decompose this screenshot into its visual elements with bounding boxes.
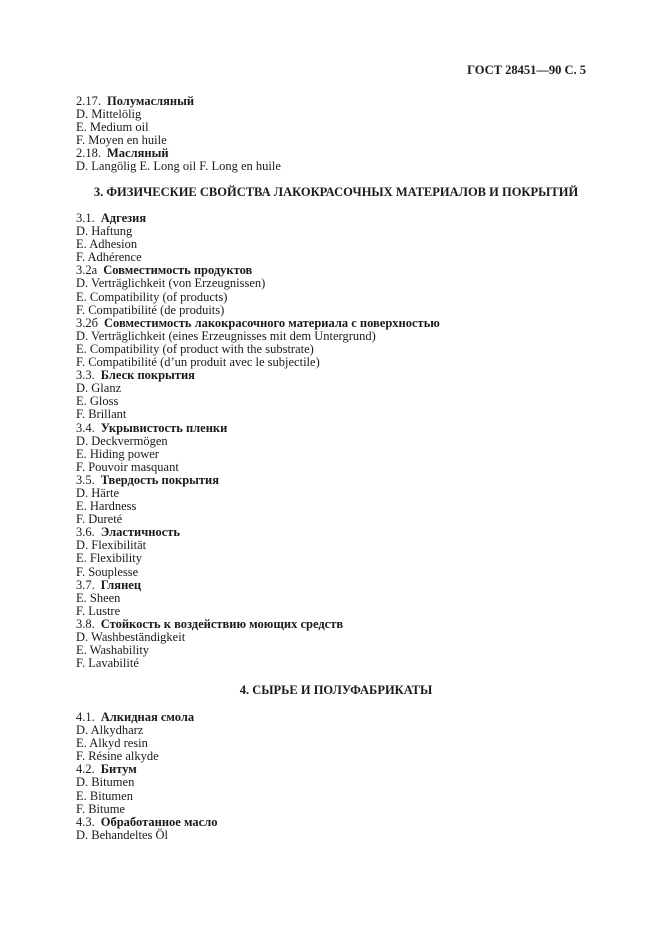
translation-line: E. Compatibility (of product with the substrate): [76, 341, 314, 356]
translation-line: F. Compatibilité (d’un produit avec le subjectile): [76, 355, 320, 370]
term-heading: [76, 711, 596, 724]
translation-line: E. Sheen: [76, 590, 121, 605]
term-number: 3.5.: [76, 472, 95, 487]
term-heading: [76, 95, 596, 108]
translation-line: D. Alkydharz: [76, 723, 144, 738]
term-number: 3.2а: [76, 263, 98, 278]
translation-line: D. Haftung: [76, 224, 133, 239]
section-4-title: 4. СЫРЬЕ И ПОЛУФАБРИКАТЫ: [239, 683, 433, 697]
translation-line: E. Washability: [76, 643, 150, 658]
translation-line: D. Langölig E. Long oil F. Long en huile: [76, 159, 281, 174]
translation-line: F. Moyen en huile: [76, 133, 167, 148]
term-heading: [76, 763, 596, 776]
term-number: 3.6.: [76, 525, 95, 540]
term-number: 4.3.: [76, 814, 95, 829]
translation-line: F. Adhérence: [76, 250, 142, 265]
translation-line: D. Glanz: [76, 381, 122, 396]
translation-line: F. Résine alkyde: [76, 749, 159, 764]
translation-line: F. Souplesse: [76, 564, 139, 579]
term-name: Стойкость к воздействию моющих средств: [100, 616, 344, 631]
term-number: 2.18.: [76, 146, 101, 161]
term-name: Совместимость лакокрасочного материала с поверхностью: [104, 315, 440, 330]
term-heading: [76, 212, 596, 225]
terms-block-3: [76, 212, 596, 670]
term-number: 3.1.: [76, 211, 95, 225]
translation-line: F. Lavabilité: [76, 656, 139, 671]
term-heading: [76, 369, 596, 382]
section-3-title: 3. ФИЗИЧЕСКИЕ СВОЙСТВА ЛАКОКРАСОЧНЫХ МАТЕРИАЛОВ И ПОКРЫТИЙ: [93, 185, 579, 199]
term-name: Битум: [100, 762, 137, 777]
translation-line: E. Hardness: [76, 499, 137, 514]
translation-line: D. Härte: [76, 485, 120, 500]
term-name: Твердость покрытия: [100, 472, 220, 487]
page-header: ГОСТ 28451—90 С. 5: [467, 63, 586, 77]
translation-line: E. Adhesion: [76, 237, 138, 252]
translation-line: F. Compatibilité (de produits): [76, 302, 225, 317]
term-heading: [76, 579, 596, 592]
term-name: Полумасляный: [107, 94, 195, 108]
translation-line: D. Verträglichkeit (von Erzeugnissen): [76, 276, 266, 291]
term-heading: [76, 816, 596, 829]
term-heading: [76, 526, 596, 539]
translation-line: E. Flexibility: [76, 551, 142, 566]
term-name: Алкидная смола: [100, 710, 195, 724]
translation-line: F. Bitume: [76, 801, 126, 816]
translation-line: E. Compatibility (of products): [76, 289, 228, 304]
translation-line: F. Brillant: [76, 407, 127, 422]
term-number: 3.2б: [76, 315, 98, 330]
translation-line: E. Alkyd resin: [76, 736, 148, 751]
translation-line: D. Deckvermögen: [76, 433, 168, 448]
term-number: 3.3.: [76, 368, 95, 383]
terms-block-4: [76, 711, 596, 842]
term-number: 2.17.: [76, 94, 101, 108]
translation-line: E. Gloss: [76, 394, 119, 409]
term-name: Глянец: [100, 577, 142, 592]
term-name: Блеск покрытия: [100, 368, 195, 383]
term-name: Эластичность: [100, 525, 181, 540]
translation-line: D. Bitumen: [76, 775, 135, 790]
translation-line: F. Dureté: [76, 512, 123, 527]
translation-line: E. Bitumen: [76, 788, 133, 803]
term-name: Укрывистость пленки: [100, 420, 228, 435]
term-number: 3.8.: [76, 616, 95, 631]
translation-line: D. Verträglichkeit (eines Erzeugnisses mit dem Untergrund): [76, 328, 376, 343]
translation-line: D. Flexibilität: [76, 538, 147, 553]
translation-line: F. Pouvoir masquant: [76, 459, 179, 474]
terms-block-2: [76, 95, 596, 174]
translation-line: E. Medium oil: [76, 120, 149, 135]
translation-line: D. Mittelölig: [76, 107, 142, 122]
term-number: 4.1.: [76, 710, 95, 724]
translation-line: F. Lustre: [76, 603, 121, 618]
term-heading: [76, 422, 596, 435]
translation-line: E. Hiding power: [76, 446, 159, 461]
term-name: Масляный: [107, 146, 169, 161]
term-heading: [76, 317, 596, 330]
term-name: Адгезия: [100, 211, 147, 225]
translation-line: D. Behandeltes Öl: [76, 827, 168, 842]
term-number: 3.4.: [76, 420, 95, 435]
term-heading: [76, 474, 596, 487]
translation-line: D. Washbeständigkeit: [76, 630, 186, 644]
term-name: Совместимость продуктов: [103, 263, 253, 278]
term-name: Обработанное масло: [100, 814, 218, 829]
term-number: 4.2.: [76, 762, 95, 777]
term-number: 3.7.: [76, 577, 95, 592]
